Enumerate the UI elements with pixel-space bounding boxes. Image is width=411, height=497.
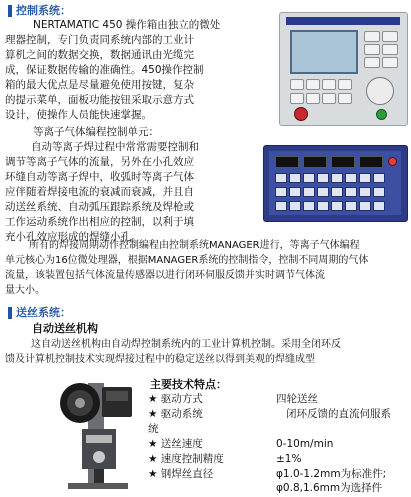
spec-label: ★ 驱动方式 (148, 393, 203, 405)
panel-header-strip (286, 17, 400, 25)
unit-key (359, 187, 371, 197)
spec-row (148, 467, 408, 482)
control-description (5, 18, 220, 123)
panel-key (290, 79, 304, 90)
text-line: 算机之间的数据交换，数据通讯由光缆完 (5, 49, 194, 61)
panel-key (306, 79, 320, 90)
spec-row (148, 422, 408, 437)
plasma-gas-unit-image (263, 145, 408, 222)
unit-key (275, 201, 287, 211)
text-line: 工作运动系统作出相应的控制，以利于填 (5, 216, 194, 228)
control-knob (366, 77, 394, 105)
spec-row (148, 407, 408, 422)
unit-key (345, 173, 357, 183)
text-line: 动送丝系统、自动弧压跟踪系统及焊枪或 (5, 201, 194, 213)
spec-row (148, 392, 408, 407)
spec-value: 0-10m/min (276, 438, 334, 450)
unit-key (275, 173, 287, 183)
text-line: 所有的焊接周期动作控制编程由控制系统MANAGER进行，等离子气体编程 (29, 240, 360, 251)
text-line: 自动等离子焊过程中常常需要控制和 (31, 141, 199, 153)
spec-value: ±1% (276, 453, 302, 465)
unit-key (345, 201, 357, 211)
section-title-control: 控制系统： (16, 4, 71, 17)
unit-key (373, 173, 385, 183)
panel-key (306, 93, 320, 104)
unit-key (303, 187, 315, 197)
text-line: 流量，该装置包括气体流量传感器以进行闭环伺服反馈并实时调节气体流 (5, 270, 325, 281)
unit-display (359, 156, 383, 168)
text-line: 应伴随着焊接电流的衰减而衰减，并且自 (5, 186, 194, 198)
unit-display (331, 156, 355, 168)
wire-feeder-image (58, 377, 142, 491)
panel-key (338, 93, 352, 104)
spec-label: ★ 钢焊丝直径 (148, 468, 214, 480)
spec-row (148, 437, 408, 452)
panel-key (382, 31, 398, 42)
unit-key (331, 187, 343, 197)
controller-panel-image (279, 12, 408, 126)
text-line: 量大小。 (5, 285, 45, 296)
unit-display (303, 156, 327, 168)
unit-key (359, 201, 371, 211)
spec-label: ★ 送丝速度 (148, 438, 203, 450)
unit-key (317, 187, 329, 197)
spec-value: φ1.0-1.2mm为标准件; (276, 468, 387, 480)
wire-feeder-drawing (58, 377, 142, 491)
spec-row (148, 481, 408, 496)
manager-description (5, 238, 368, 298)
text-line: 理器控制，专门负责同系统内部的工业计 (5, 34, 194, 46)
section-marker (8, 307, 12, 319)
unit-key (289, 187, 301, 197)
wire-feeder-description (5, 337, 341, 367)
panel-key (364, 31, 380, 42)
section-title-wire-feed: 送丝系统： (16, 306, 71, 319)
unit-key (331, 201, 343, 211)
spec-label: 统 (148, 423, 159, 435)
unit-key (289, 201, 301, 211)
text-line: 环缝自动等离子焊中，收弧时等离子气体 (5, 171, 194, 183)
unit-key (275, 187, 287, 197)
unit-key (303, 173, 315, 183)
panel-key (322, 93, 336, 104)
text-line: 这自动送丝机构由自动焊控制系统内的工业计算机控制。采用全闭环反 (31, 339, 341, 350)
spec-label: ★ 速度控制精度 (148, 453, 224, 465)
unit-key (373, 187, 385, 197)
text-line: 馈及计算机控制技术实现焊接过程中的稳定送丝以得到美观的焊缝成型 (5, 354, 315, 365)
unit-key (317, 173, 329, 183)
text-line: 的提示菜单，面板功能按钮采取示意方式 (5, 94, 194, 106)
text-line: 设计，使操作人员能快速掌握。 (5, 109, 152, 121)
panel-key (382, 44, 398, 55)
status-lamp (388, 157, 397, 166)
panel-key (338, 79, 352, 90)
text-line: 箱的最大优点是尽量避免使用按键，复杂 (5, 79, 194, 91)
spec-value: 四轮送丝 (276, 393, 318, 405)
status-lamp (376, 109, 387, 120)
text-line: 调节等离子气体的流量，另外在小孔效应 (5, 156, 194, 168)
spec-value: φ0.8,1.6mm为选择件 (276, 482, 383, 494)
text-line: 充小孔效应形成的焊缝小孔。 (5, 231, 142, 243)
spec-row (148, 452, 408, 467)
spec-value: 闭环反馈的直流伺服系 (286, 408, 391, 420)
section-marker (8, 5, 12, 17)
wire-feeder-subtitle: 自动送丝机构 (32, 322, 98, 335)
unit-key (345, 187, 357, 197)
emergency-stop-button (294, 107, 308, 121)
panel-key (364, 57, 380, 68)
panel-key (364, 44, 380, 55)
panel-key (290, 93, 304, 104)
unit-key (359, 173, 371, 183)
unit-display (275, 156, 299, 168)
unit-face (269, 151, 401, 215)
unit-key (303, 201, 315, 211)
text-line: 成，保证数据传输的准确性。450操作控制 (5, 64, 204, 76)
plasma-description (5, 140, 199, 245)
unit-key (289, 173, 301, 183)
spec-label: ★ 驱动系统 (148, 408, 203, 420)
unit-key (317, 201, 329, 211)
unit-key (331, 173, 343, 183)
text-line: 单元核心为16位微处理器，根据MANAGER系统的控制指令，控制不同周期的气体 (5, 255, 369, 266)
plasma-unit-title: 等离子气体编程控制单元： (33, 126, 159, 138)
panel-key (382, 57, 398, 68)
unit-key (373, 201, 385, 211)
specs-title: 主要技术特点： (150, 378, 227, 391)
text-line: NERTAMATIC 450 操作箱由独立的微处 (33, 19, 221, 31)
lcd-screen (290, 30, 358, 74)
panel-key (322, 79, 336, 90)
